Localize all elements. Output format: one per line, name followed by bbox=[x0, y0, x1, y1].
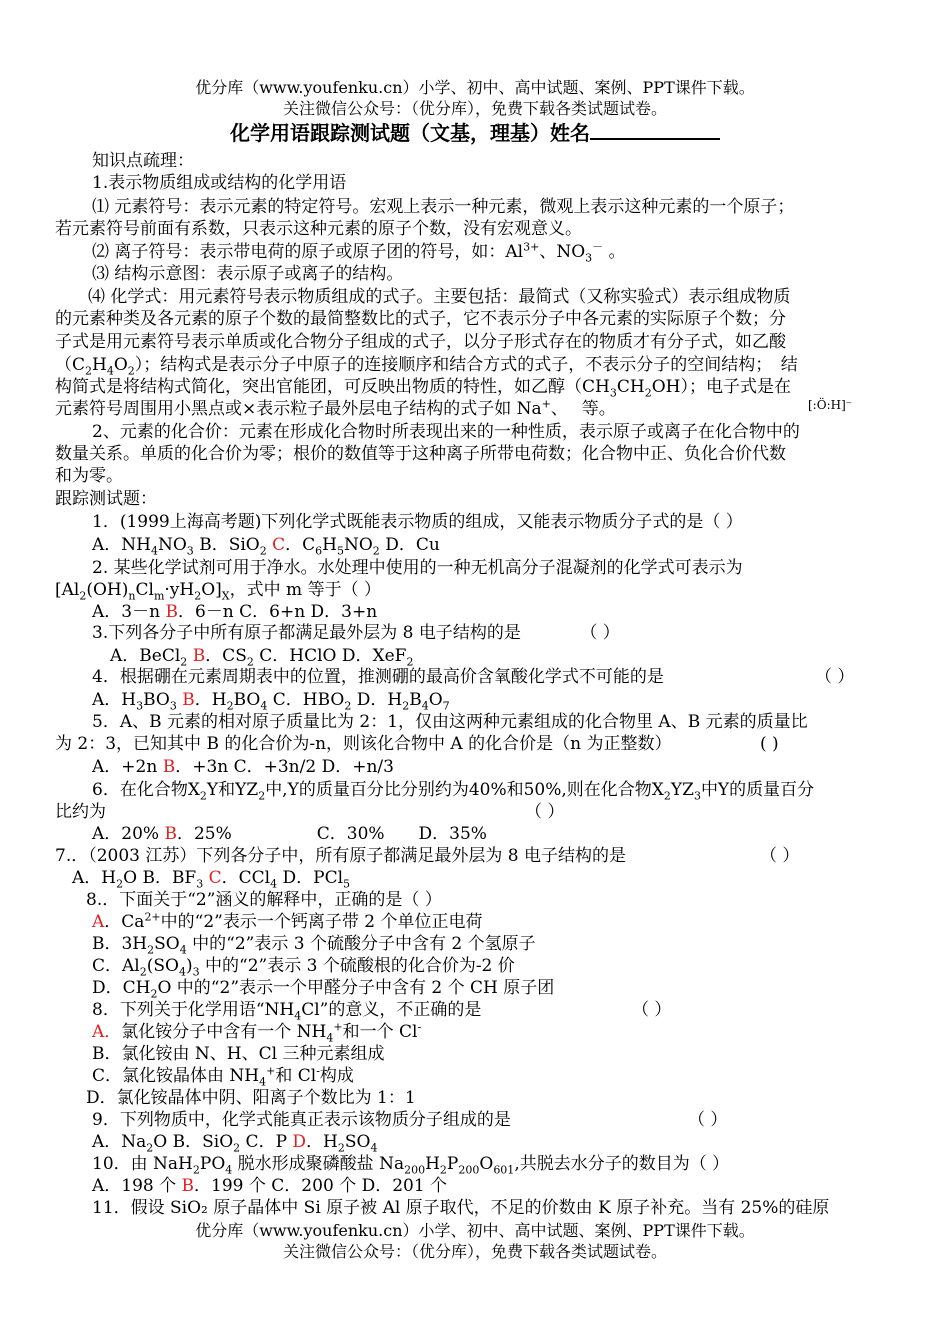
question-8b-option-c: C．氯化铵晶体由 $NH_4^+$和 Cl-构成 bbox=[92, 1064, 354, 1089]
question-5-cont: 为 2：3，已知其中 B 的化合价为-n，则该化合物中 A 的化合价是（n 为正整数） bbox=[55, 734, 672, 754]
text-line: 的元素种类及各元素的原子个数的最简整数比的式子，它不表示分子中各元素的实际原子个数；分 bbox=[55, 309, 786, 329]
section-heading: 知识点疏理： bbox=[92, 151, 194, 171]
text-line: 1.表示物质组成或结构的化学用语 bbox=[92, 173, 347, 193]
question-4-options: A．$H_3BO_3$ B．$H_2BO_4$ C．$HBO_2$ D．$H_2B_4O_7$ bbox=[92, 690, 450, 713]
question-1: 1．(1999上海高考题)下列化学式既能表示物质的组成，又能表示物质分子式的是（ ） bbox=[92, 512, 743, 532]
footer-line-2: 关注微信公众号：（优分库），免费下载各类试题试卷。 bbox=[282, 1242, 667, 1261]
question-8-option-c: C．$Al_2(SO_4)_3$ 中的“2”表示 3 个硫酸根的化合价为-2 价 bbox=[92, 956, 515, 979]
answer-blank: ( ) bbox=[760, 734, 779, 754]
text-line: $(C_2H_4O_2)$；结构式是表示分子中原子的连接顺序和结合方式的式子，不表示分子的空间结构； 结 bbox=[55, 355, 798, 378]
question-8-option-b: B．$3H_2SO_4$ 中的“2”表示 3 个硫酸分子中含有 2 个氢原子 bbox=[92, 934, 536, 957]
text-line: ⑵ 离子符号：表示带电荷的原子或原子团的符号，如：$Al^{3+}$、$NO_3^-$ 。 bbox=[92, 240, 626, 265]
text-line: 子式是用元素符号表示单质或化合物分子组成的式子，以分子形式存在的物质才有分子式，如乙酸 bbox=[55, 332, 786, 352]
question-8: 8.．下面关于“2”涵义的解释中，正确的是（ ） bbox=[86, 890, 442, 910]
question-7-options: A．$H_2O$ B．$BF_3$ C．CCl$_4$ D．PCl$_5$ bbox=[72, 868, 351, 891]
question-6-cont: 比约为 bbox=[55, 802, 106, 822]
name-blank[interactable] bbox=[590, 120, 720, 140]
question-2-cont: $[Al_2(OH)_nCl_m\cdot yH_2O]_X$，式中 m 等于（ ） bbox=[55, 580, 381, 603]
header-line-2: 关注微信公众号：（优分库），免费下载各类试题试卷。 bbox=[282, 99, 667, 118]
question-3-options: A．BeCl$_2$ B．$CS_2$ C．HClO D．XeF$_2$ bbox=[110, 646, 414, 669]
question-2-options: A．3－n B．6－n C．6+n D．3+n bbox=[92, 602, 378, 622]
section-heading: 跟踪测试题： bbox=[55, 489, 157, 509]
answer-blank: （ ） bbox=[525, 802, 565, 822]
question-5-options: A．+2n B．+3n C．+3n/2 D．+n/3 bbox=[92, 757, 394, 777]
question-9: 9．下列物质中，化学式能真正表示该物质分子组成的是 bbox=[92, 1110, 511, 1130]
question-1-options: A．$NH_4NO_3$ B．SiO$_2$ C．$C_6H_5NO_2$ D．Cu bbox=[92, 535, 440, 558]
question-3: 3.下列各分子中所有原子都满足最外层为 8 电子结构的是 （ ） bbox=[92, 623, 620, 643]
question-8b-option-b: B．氯化铵由 N、H、Cl 三种元素组成 bbox=[92, 1044, 385, 1064]
text-line: 构简式是将结构式简化，突出官能团，可反映出物质的特性，如乙醇$(CH_3CH_2OH)$；电子式是在 bbox=[55, 377, 791, 400]
text-line: 若元素符号前面有系数，只表示这种元素的原子个数，没有宏观意义。 bbox=[55, 219, 582, 239]
question-4: 4．根据硼在元素周期表中的位置，推测硼的最高价含氧酸化学式不可能的是 bbox=[92, 667, 664, 687]
answer-blank: （ ） bbox=[760, 846, 800, 866]
text-line: 元素符号周围用小黑点或×表示粒子最外层电子结构的式子如 Na+、 等。 bbox=[55, 397, 616, 419]
question-10: 10．由 $NaH_2PO_4$ 脱水形成聚磷酸盐 $Na_{200}H_2P_{200}O_{601}$,共脱去水分子的数目为（ ） bbox=[92, 1154, 730, 1177]
answer-blank: （ ） bbox=[688, 1110, 728, 1130]
question-8b-option-d: D．氯化铵晶体中阴、阳离子个数比为 1：1 bbox=[86, 1088, 416, 1108]
footer-line-1: 优分库（www.youfenku.cn）小学、初中、高中试题、案例、PPT课件下载。 bbox=[195, 1221, 755, 1240]
text-line: ⑶ 结构示意图：表示原子或离子的结构。 bbox=[92, 264, 404, 284]
question-2: 2. 某些化学试剂可用于净水。水处理中使用的一种无机高分子混凝剂的化学式可表示为 bbox=[92, 558, 743, 578]
question-10-options: A．198 个 B．199 个 C．200 个 D．201 个 bbox=[92, 1176, 448, 1196]
question-6: 6．在化合物$X_2Y$和$YZ_2$中,Y的质量百分比分别约为40%和50%,则在化合物$X_2YZ_3$中Y的质量百分 bbox=[92, 780, 815, 803]
question-9-options: A．$Na_2O$ B．SiO$_2$ C．P D．$H_2SO_4$ bbox=[92, 1132, 378, 1155]
question-8-option-a: A．$Ca^{2+}$中的“2”表示一个钙离子带 2 个单位正电荷 bbox=[92, 910, 483, 932]
question-8-option-d: D．$CH_2O$ 中的“2”表示一个甲醛分子中含有 2 个 CH 原子团 bbox=[92, 978, 555, 1001]
title-text: 化学用语跟踪测试题（文基，理基）姓名 bbox=[230, 121, 590, 145]
text-line: 2、元素的化合价：元素在形成化合物时所表现出来的一种性质，表示原子或离子在化合物中的 bbox=[92, 422, 800, 442]
question-11: 11．假设 SiO₂ 原子晶体中 Si 原子被 Al 原子取代，不足的价数由 K 原子补充。当有 25%的硅原 bbox=[92, 1198, 830, 1218]
text-line: ⑴ 元素符号：表示元素的特定符号。宏观上表示一种元素，微观上表示这种元素的一个原子； bbox=[92, 197, 795, 217]
page-title bbox=[0, 120, 950, 146]
text-line: 和为零。 bbox=[55, 466, 123, 486]
answer-blank: （ ） bbox=[632, 1000, 672, 1020]
header-line-1: 优分库（www.youfenku.cn）小学、初中、高中试题、案例、PPT课件下载。 bbox=[195, 78, 755, 97]
text-line: 数量关系。单质的化合价为零；根价的数值等于这种离子所带电荷数；化合物中正、负化合价代数 bbox=[55, 444, 786, 464]
text-line: ⑷ 化学式：用元素符号表示物质组成的式子。主要包括：最简式（又称实验式）表示组成物质 bbox=[88, 287, 791, 307]
question-8b: 8．下列关于化学用语“$NH_4Cl$”的意义，不正确的是 bbox=[92, 1000, 482, 1023]
question-5: 5．A、B 元素的相对原子质量比为 2：1，仅由这两种元素组成的化合物里 A、B 元素的质量比 bbox=[92, 712, 808, 732]
electron-formula: [:Ö:H]⁻ bbox=[808, 398, 853, 412]
question-7: 7.．（2003 江苏）下列各分子中，所有原子都满足最外层为 8 电子结构的是 bbox=[55, 846, 627, 866]
question-6-options: A．20% B．25% C．30% D．35% bbox=[92, 824, 487, 844]
answer-blank: （ ） bbox=[815, 667, 855, 687]
question-8b-option-a: A．氯化铵分子中含有一个 $NH_4^+$和一个 Cl- bbox=[92, 1020, 422, 1045]
